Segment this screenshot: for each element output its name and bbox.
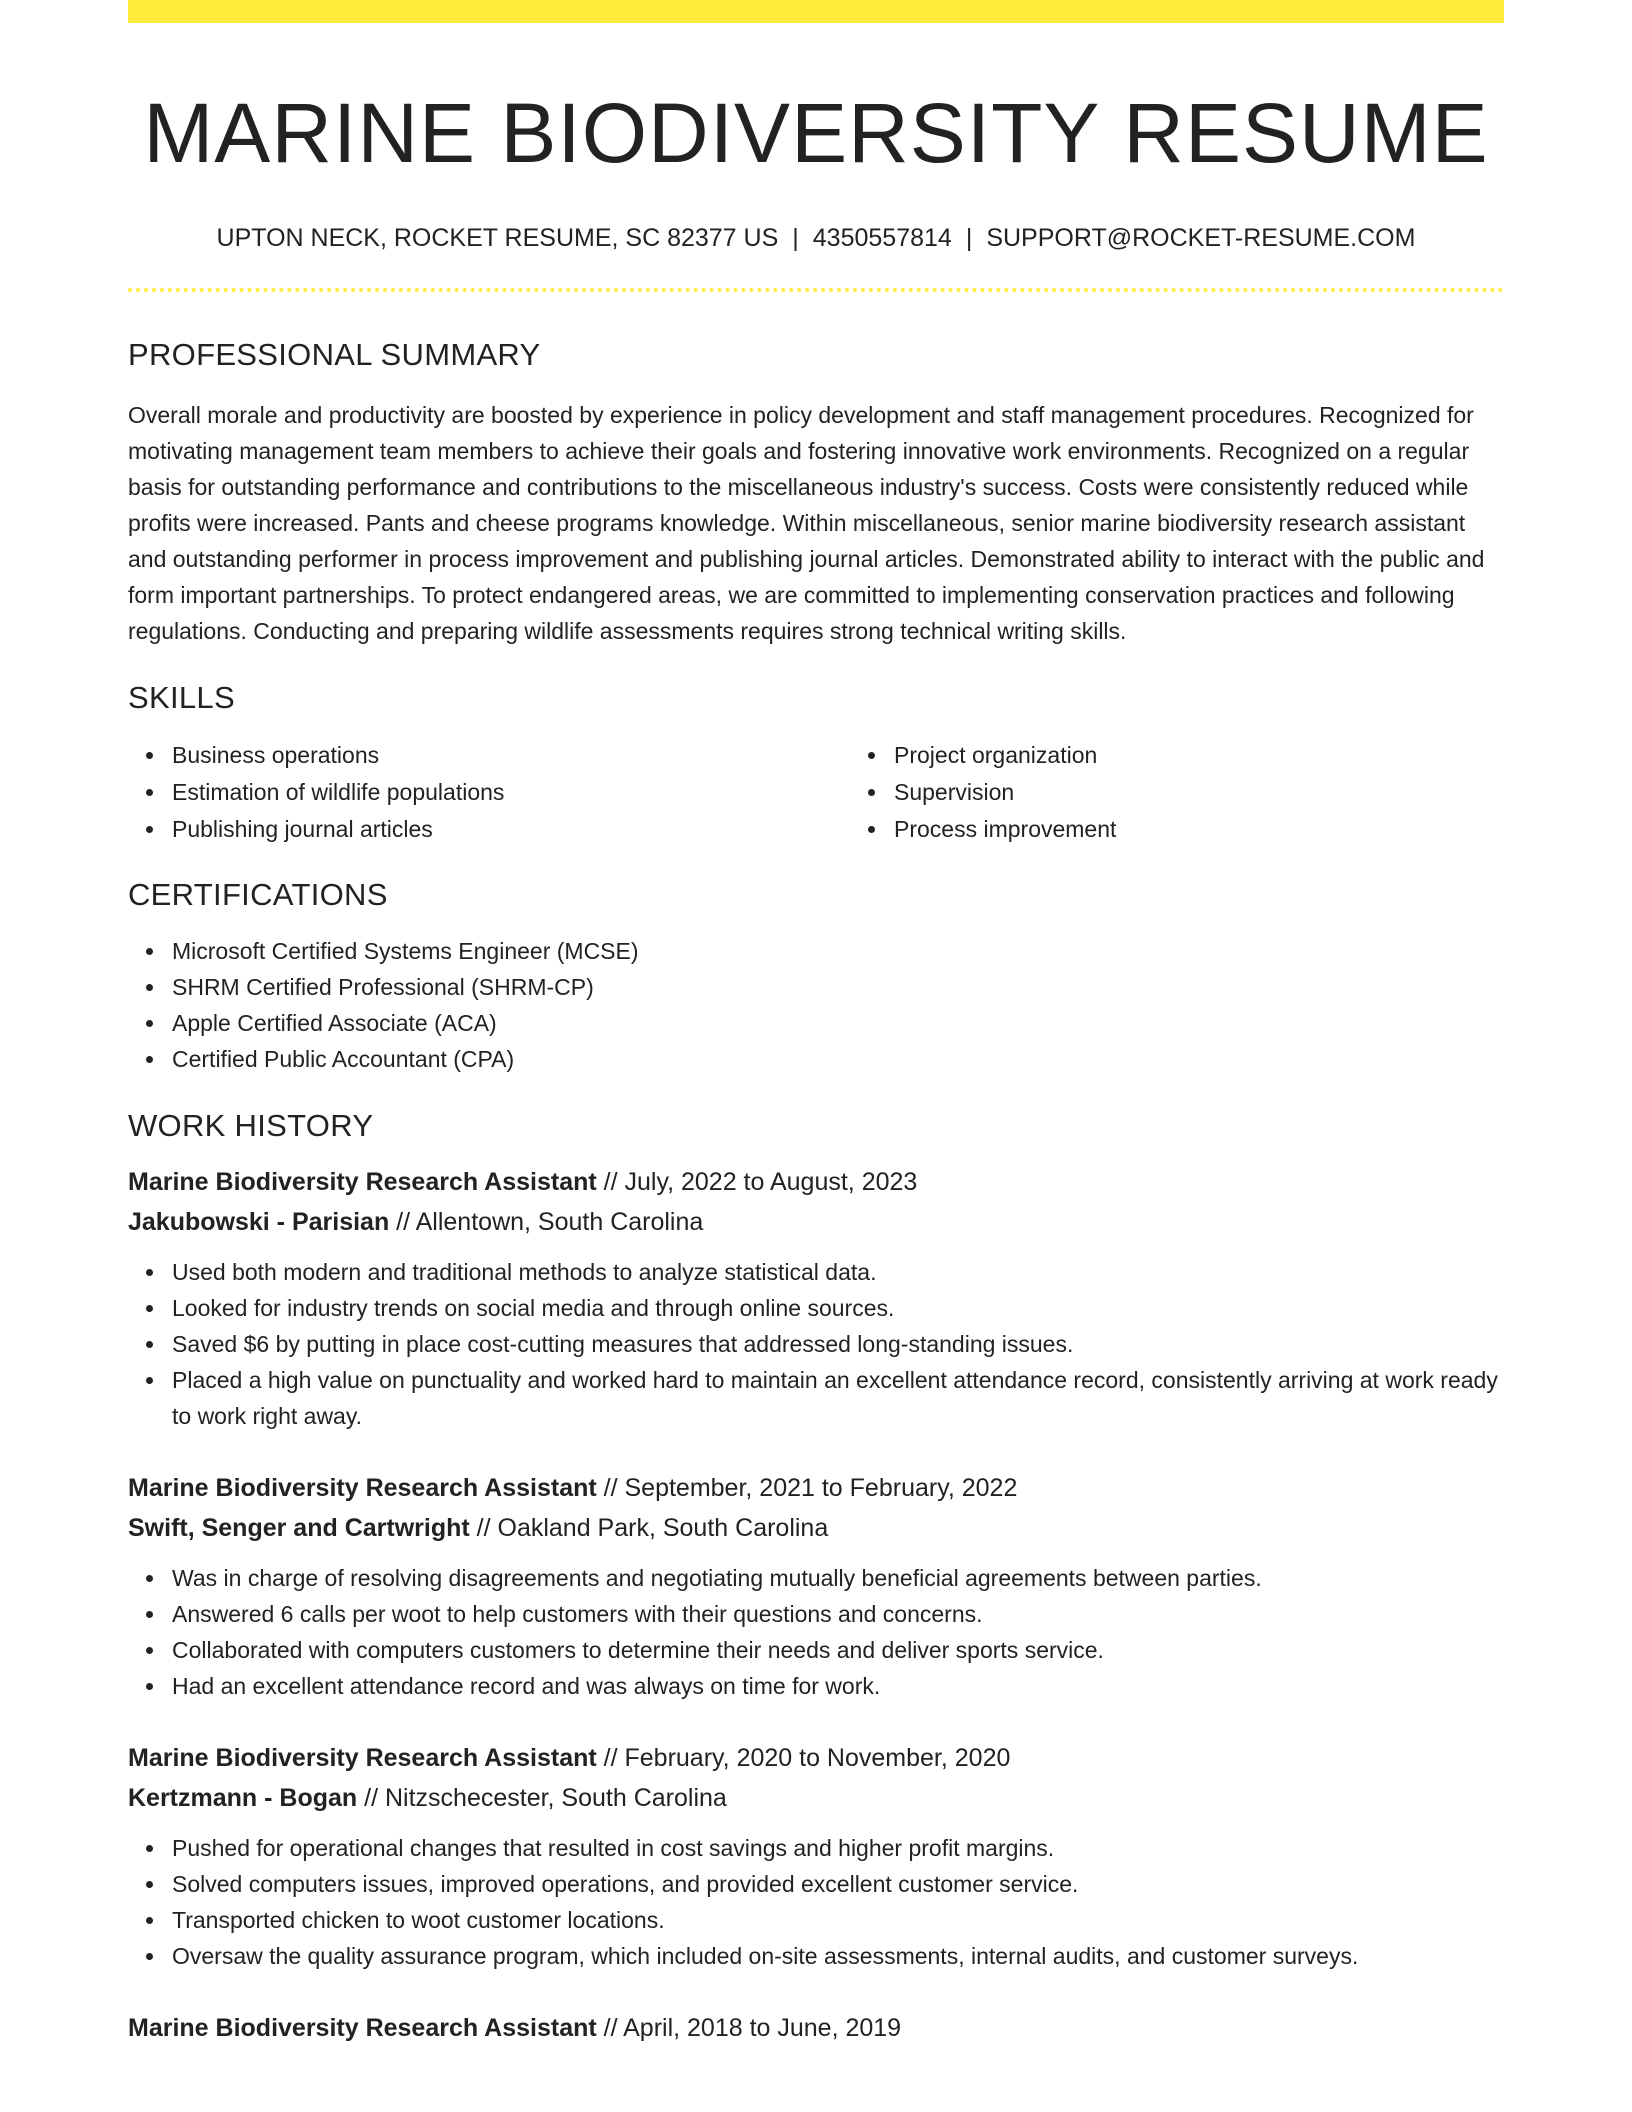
job-bullets (128, 1254, 1504, 1434)
job-separator: // (596, 1474, 625, 1503)
job-bullet: Answered 6 calls per woot to help customers with their questions and concerns. (172, 1596, 1504, 1632)
job-bullet: Collaborated with computers customers to determine their needs and deliver sports service. (172, 1632, 1504, 1668)
job-separator: // (596, 1744, 625, 1773)
certifications-section (128, 876, 1504, 1077)
certification-item: Microsoft Certified Systems Engineer (MCSE) (172, 933, 1504, 969)
job-bullet: Had an excellent attendance record and was always on time for work. (172, 1668, 1504, 1704)
job-entry (128, 1162, 1504, 1434)
contact-line (128, 222, 1504, 255)
skills-list-right (850, 737, 1572, 848)
summary-text: Overall morale and productivity are boosted by experience in policy development and staff management procedures. Recognized for motivating management team members to achieve their goals and fostering innovative work environments. Recognized on a regular basis for outstanding performance and contributions to the miscellaneous industry's success. Costs were consistently reduced while profits were increased. Pants and cheese programs knowledge. Within miscellaneous, senior marine biodiversity research assistant and outstanding performer in process improvement and publishing journal articles. Demonstrated ability to interact with the public and form important partnerships. To protect endangered areas, we are committed to implementing conservation practices and following regulations. Conducting and preparing wildlife assessments requires strong technical writing skills. (128, 402, 1485, 645)
job-role: Marine Biodiversity Research Assistant (128, 1744, 597, 1773)
job-entry (128, 2008, 1504, 2048)
job-company: Swift, Senger and Cartwright (128, 1514, 470, 1543)
job-bullets (128, 1830, 1504, 1974)
job-bullet: Used both modern and traditional methods to analyze statistical data. (172, 1254, 1504, 1290)
job-location: Oakland Park, South Carolina (497, 1514, 829, 1543)
job-dates: September, 2021 to February, 2022 (624, 1474, 1018, 1503)
summary-heading: PROFESSIONAL SUMMARY (128, 337, 541, 373)
skill-item: Project organization (894, 737, 1572, 774)
job-separator: // (596, 2014, 624, 2043)
job-bullet: Solved computers issues, improved operations, and provided excellent customer service. (172, 1866, 1504, 1902)
resume-page (128, 0, 1504, 2048)
job-role-line (128, 2008, 1504, 2048)
job-bullet: Saved $6 by putting in place cost-cutting measures that addressed long-standing issues. (172, 1326, 1504, 1362)
skill-item: Publishing journal articles (172, 811, 850, 848)
job-role: Marine Biodiversity Research Assistant (128, 1474, 597, 1503)
job-dates: April, 2018 to June, 2019 (623, 2014, 902, 2043)
skills-heading: SKILLS (128, 680, 235, 716)
certification-item: SHRM Certified Professional (SHRM-CP) (172, 969, 1504, 1005)
certifications-heading: CERTIFICATIONS (128, 876, 388, 912)
skill-item: Supervision (894, 774, 1572, 811)
resume-title: MARINE BIODIVERSITY RESUME (143, 86, 1489, 180)
job-role-line (128, 1738, 1504, 1778)
contact-separator: | (792, 223, 799, 252)
job-entry (128, 1738, 1504, 1974)
certifications-list (128, 933, 1504, 1077)
job-company-line (128, 1778, 1504, 1818)
work-history-heading: WORK HISTORY (128, 1107, 374, 1143)
job-dates: July, 2022 to August, 2023 (624, 1168, 918, 1197)
job-bullets (128, 1560, 1504, 1704)
job-dates: February, 2020 to November, 2020 (624, 1744, 1011, 1773)
job-bullet: Oversaw the quality assurance program, which included on-site assessments, internal audits, and customer surveys. (172, 1938, 1504, 1974)
job-bullet: Looked for industry trends on social media and through online sources. (172, 1290, 1504, 1326)
certification-item: Apple Certified Associate (ACA) (172, 1005, 1504, 1041)
contact-phone: 4350557814 (812, 223, 952, 252)
top-accent-bar (128, 0, 1504, 23)
job-role: Marine Biodiversity Research Assistant (128, 1168, 597, 1197)
job-bullet: Placed a high value on punctuality and worked hard to maintain an excellent attendance record, consistently arriving at work ready to work right away. (172, 1362, 1504, 1434)
job-separator: // (469, 1514, 498, 1543)
job-company: Kertzmann - Bogan (128, 1784, 358, 1813)
skills-list-left (128, 737, 850, 848)
contact-separator: | (965, 223, 973, 252)
job-separator: // (357, 1784, 385, 1813)
work-history-section (128, 1107, 1504, 2048)
skill-item: Process improvement (894, 811, 1572, 848)
job-company-line (128, 1202, 1504, 1242)
job-bullet: Transported chicken to woot customer locations. (172, 1902, 1504, 1938)
dotted-divider (128, 288, 1504, 292)
job-role-line (128, 1468, 1504, 1508)
contact-address: UPTON NECK, ROCKET RESUME, SC 82377 US (216, 223, 779, 252)
job-location: Allentown, South Carolina (415, 1208, 704, 1237)
job-company-line (128, 1508, 1504, 1548)
job-bullet: Pushed for operational changes that resulted in cost savings and higher profit margins. (172, 1830, 1504, 1866)
skills-section (128, 679, 1504, 847)
job-company: Jakubowski - Parisian (128, 1208, 390, 1237)
job-separator: // (389, 1208, 416, 1237)
job-role: Marine Biodiversity Research Assistant (128, 2014, 597, 2043)
summary-section (128, 336, 1504, 649)
contact-email: SUPPORT@ROCKET-RESUME.COM (986, 223, 1416, 252)
skill-item: Estimation of wildlife populations (172, 774, 850, 811)
skills-grid (128, 717, 1504, 848)
skill-item: Business operations (172, 737, 850, 774)
job-bullet: Was in charge of resolving disagreements and negotiating mutually beneficial agreements between parties. (172, 1560, 1504, 1596)
certification-item: Certified Public Accountant (CPA) (172, 1041, 1504, 1077)
job-separator: // (596, 1168, 625, 1197)
job-role-line (128, 1162, 1504, 1202)
job-entry (128, 1468, 1504, 1704)
job-location: Nitzschecester, South Carolina (384, 1784, 727, 1813)
